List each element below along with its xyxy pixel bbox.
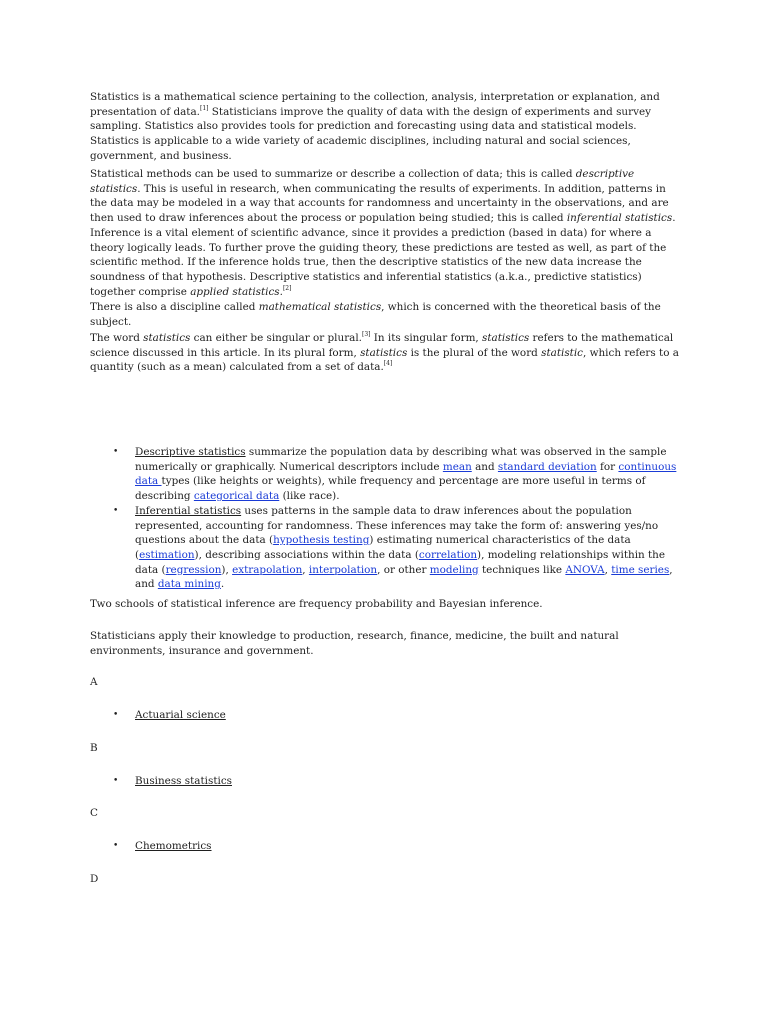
link-modeling[interactable]: modeling [429,563,479,576]
emphasis-statistics: statistics [143,332,191,344]
link-standard-deviation[interactable]: standard deviation [497,460,597,473]
index-list-b [90,774,680,789]
paragraph-word [90,331,680,375]
emphasis-descriptive-statistics: descriptive statistics [90,168,635,195]
index-list-a [90,708,680,723]
text-run: and [471,460,498,473]
statistics-types-list [90,445,680,592]
text-run: is the plural of the word [407,346,542,359]
emphasis-statistics: statistics [360,346,408,359]
text-run: . [220,578,225,591]
bullet-icon: • [113,841,119,851]
index-letter-c: C [90,807,98,819]
text-run: for [596,460,619,473]
text-run: . [279,285,283,298]
text-run: Statisticians improve the quality of data with the design of experiments and survey sampling. Statistics also provides tools for prediction and forecasting using data and statistical models. Statistics is applicable to a wide variety of academic disciplines, including natural and social sciences, government, and business. [90,105,651,162]
list-item [90,774,680,789]
bullet-icon: • [113,710,119,720]
text-run: , [604,563,612,576]
link-categorical-data[interactable]: categorical data [193,490,280,503]
term-inferential-statistics[interactable]: Inferential statistics [135,504,242,517]
citation-3[interactable]: [3] [361,331,371,338]
citation-4[interactable]: [4] [383,360,393,368]
text-run: ), [221,563,233,576]
citation-2[interactable]: [2] [282,284,292,292]
text-run: , which is concerned with the theoretical basis of the subject. [90,301,661,328]
paragraph-intro [90,90,680,164]
emphasis-statistic: statistic [541,346,583,359]
emphasis-mathematical-statistics: mathematical statistics [258,301,382,313]
link-interpolation[interactable]: interpolation [308,563,378,576]
list-item [90,839,680,854]
index-letter-b: B [90,742,98,754]
text-run: In its singular form, [370,332,483,344]
index-letter-d: D [90,873,99,885]
bullet-icon: • [113,447,119,457]
text-run: can either be singular or plural. [190,332,362,344]
link-data-mining[interactable]: data mining [157,578,221,591]
link-chemometrics[interactable]: Chemometrics [135,840,212,852]
paragraph-methods [90,167,680,299]
paragraph-schools: Two schools of statistical inference are frequency probability and Bayesian inference. [90,598,543,610]
text-run: techniques like [478,563,566,576]
link-estimation[interactable]: estimation [139,548,195,561]
paragraph-applications: Statisticians apply their knowledge to production, research, finance, medicine, the built and natural environments, insurance and government. [90,630,619,657]
bullet-icon: • [113,505,119,516]
text-run: , and [135,563,673,591]
link-regression[interactable]: regression [165,563,222,576]
text-run: , [302,563,309,576]
link-mean[interactable]: mean [442,460,472,473]
emphasis-statistics: statistics [482,332,530,344]
link-business-statistics[interactable]: Business statistics [135,775,232,787]
link-actuarial-science[interactable]: Actuarial science [135,709,226,721]
text-run: Statistics is a mathematical science pertaining to the collection, analysis, interpretation or explanation, and presentation of data. [90,91,660,118]
text-run: Statistical methods can be used to summarize or describe a collection of data; this is called [90,168,576,180]
text-run: ), describing associations within the data ( [194,548,419,561]
text-run: There is also a discipline called [90,301,259,313]
bullet-icon: • [113,776,119,786]
link-hypothesis-testing[interactable]: hypothesis testing [273,534,370,547]
index-list-c [90,839,680,854]
text-run: refers to the mathematical science discussed in this article. In its plural form, [90,332,674,359]
link-time-series[interactable]: time series [611,563,670,576]
link-anova[interactable]: ANOVA [565,563,605,576]
citation-1[interactable]: [1] [200,104,209,112]
emphasis-applied-statistics: applied statistics [190,285,280,298]
list-item-descriptive [90,445,680,504]
text-run: (like race). [279,490,340,503]
list-item-inferential [90,504,680,592]
text-run: . Inference is a vital element of scientific advance, since it provides a prediction (based in data) for where a theory logically leads. To further prove the guiding theory, these predictions are tested as well, as part of the scientific method. If the inference holds true, then the descriptive statistics of the new data increase the soundness of that hypothesis. Descriptive statistics and inferential statistics (a.k.a., predictive statistics) together comprise [90,212,676,298]
text-run: , or other [377,563,430,576]
emphasis-inferential-statistics: inferential statistics [566,212,673,225]
link-continuous-data[interactable]: continuous data [135,460,677,488]
text-run: . This is useful in research, when communicating the results of experiments. In addition, patterns in the data may be modeled in a way that accounts for randomness and uncertainty in the observations, and are then used to draw inferences about the process or population being studied; this is called [90,182,669,225]
paragraph-mathematical [90,300,680,329]
text-run: ) estimating numerical characteristics of the data ( [135,534,631,561]
index-letter-a: A [90,676,98,688]
list-item [90,708,680,723]
text-run: The word [90,332,144,344]
text-run: , which refers to a quantity (such as a mean) calculated from a set of data. [90,346,679,374]
term-descriptive-statistics[interactable]: Descriptive statistics [135,446,246,458]
text-run: uses patterns in the sample data to draw inferences about the population represented, accounting for randomness. These inferences may take the form of: answering yes/no questions about the data ( [135,504,659,547]
link-extrapolation[interactable]: extrapolation [232,563,303,576]
text-run: types (like heights or weights), while frequency and percentage are more useful in terms of describing [135,475,646,503]
text-run: summarize the population data by describing what was observed in the sample numerically or graphically. Numerical descriptors include [135,446,667,473]
link-correlation[interactable]: correlation [418,548,478,561]
text-run: ), modeling relationships within the data ( [135,548,666,576]
